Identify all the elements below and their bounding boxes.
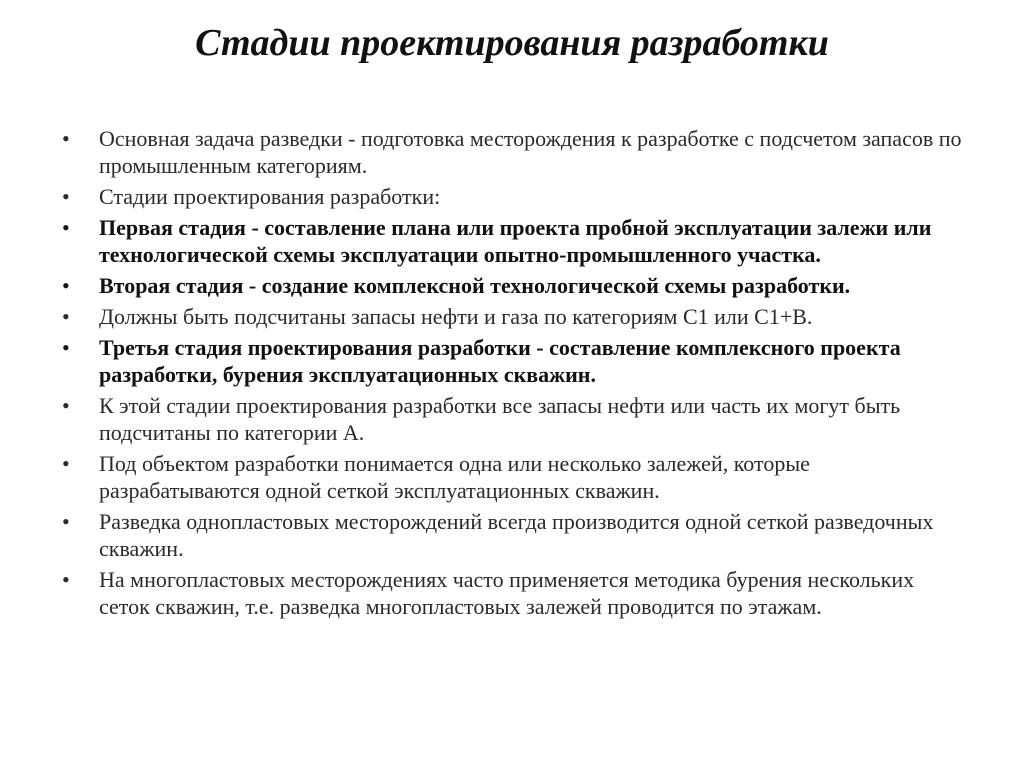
bullet-item: [62, 450, 962, 504]
bullet-text: Под объектом разработки понимается одна или несколько залежей, которые разрабатываются одной сеткой эксплуатационных скважин.: [99, 451, 810, 503]
bullet-icon: •: [62, 393, 70, 418]
bullet-text: Первая стадия - составление плана или проекта пробной эксплуатации залежи или технологической схемы эксплуатации опытно-промышленного участка.: [99, 215, 932, 267]
bullet-icon: •: [62, 184, 70, 209]
bullet-item: [62, 183, 962, 210]
bullet-text: На многопластовых месторождениях часто применяется методика бурения нескольких сеток скважин, т.е. разведка многопластовых залежей проводится по этажам.: [99, 567, 915, 619]
bullet-icon: •: [62, 304, 70, 329]
bullet-text: Должны быть подсчитаны запасы нефти и газа по категориям С1 или С1+В.: [99, 304, 813, 329]
bullet-icon: •: [62, 215, 70, 240]
bullet-item: [62, 392, 962, 446]
bullet-text: Стадии проектирования разработки:: [99, 184, 441, 209]
bullet-icon: •: [62, 509, 70, 534]
bullet-item: [62, 566, 962, 620]
bullet-text: Третья стадия проектирования разработки - составление комплексного проекта разработки, бурения эксплуатационных скважин.: [99, 335, 901, 387]
bullet-icon: •: [62, 451, 70, 476]
bullet-text: К этой стадии проектирования разработки все запасы нефти или часть их могут быть подсчитаны по категории А.: [99, 393, 901, 445]
bullet-text: Разведка однопластовых месторождений всегда производится одной сеткой разведочных скважин.: [99, 509, 934, 561]
bullet-item: [62, 508, 962, 562]
bullet-item: [62, 334, 962, 388]
bullet-item: [62, 272, 962, 299]
bullet-text: Основная задача разведки - подготовка месторождения к разработке с подсчетом запасов по промышленным категориям.: [99, 126, 962, 178]
bullet-item: [62, 125, 962, 179]
slide-title: Стадии проектирования разработки: [195, 22, 829, 64]
bullet-icon: •: [62, 567, 70, 592]
bullet-list: [62, 125, 962, 624]
bullet-item: [62, 303, 962, 330]
bullet-item: [62, 214, 962, 268]
bullet-icon: •: [62, 126, 70, 151]
bullet-icon: •: [62, 273, 70, 298]
bullet-icon: •: [62, 335, 70, 360]
bullet-text: Вторая стадия - создание комплексной технологической схемы разработки.: [99, 273, 851, 298]
